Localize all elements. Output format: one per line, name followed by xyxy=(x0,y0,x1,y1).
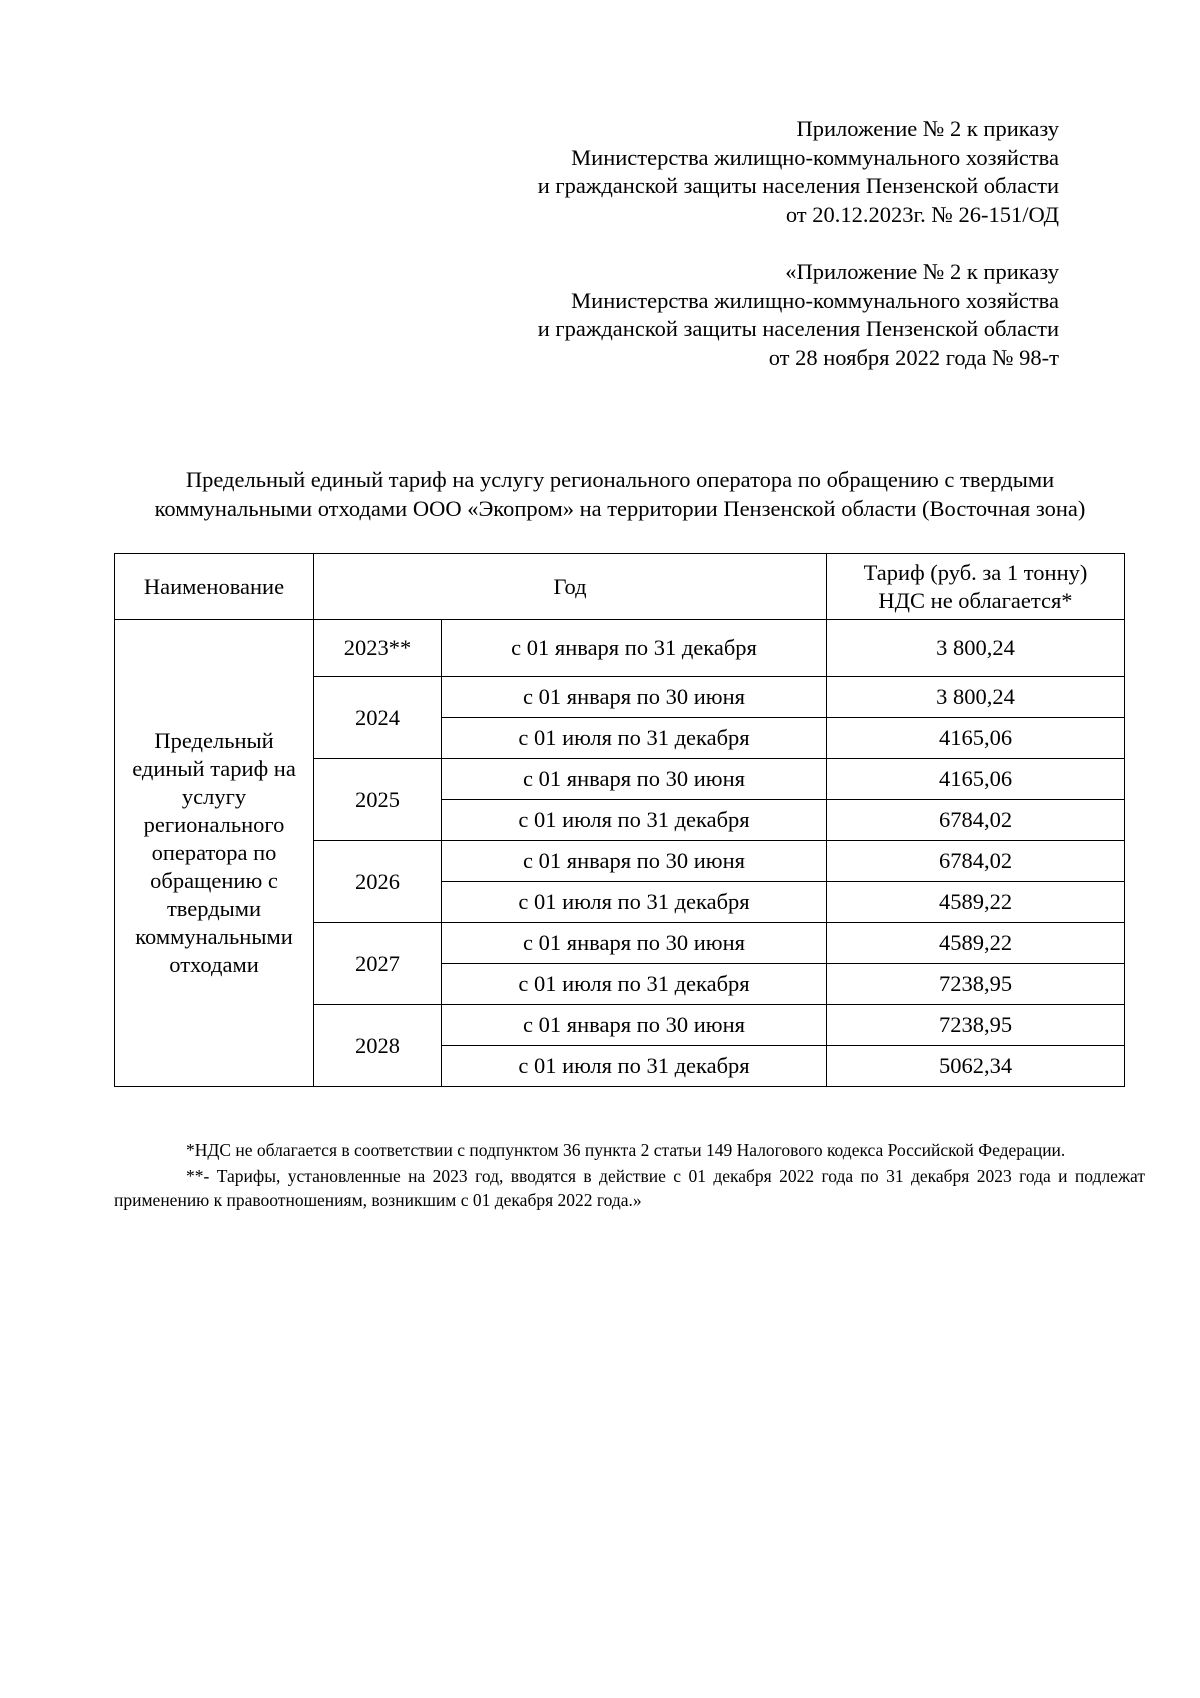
tariff-cell: 4165,06 xyxy=(827,759,1125,800)
year-cell: 2024 xyxy=(314,677,442,759)
tariff-cell: 4165,06 xyxy=(827,718,1125,759)
period-cell: с 01 января по 30 июня xyxy=(442,1005,827,1046)
period-cell: с 01 января по 31 декабря xyxy=(442,620,827,677)
period-cell: с 01 января по 30 июня xyxy=(442,759,827,800)
document-title xyxy=(110,465,1130,523)
tariff-header-line: НДС не облагается* xyxy=(878,587,1073,613)
period-cell: с 01 июля по 31 декабря xyxy=(442,800,827,841)
header-line: и гражданской защиты населения Пензенской области xyxy=(537,316,1059,341)
header-line: и гражданской защиты населения Пензенской области xyxy=(537,173,1059,198)
title-line: Предельный единый тариф на услугу регионального оператора по обращению с твердыми xyxy=(185,467,1055,492)
footnotes xyxy=(114,1138,1145,1214)
tariff-header-line: Тариф (руб. за 1 тонну) xyxy=(863,559,1088,585)
year-cell: 2026 xyxy=(314,841,442,923)
header-line: от 28 ноября 2022 года № 98-т xyxy=(768,344,1059,370)
year-cell: 2025 xyxy=(314,759,442,841)
period-cell: с 01 июля по 31 декабря xyxy=(442,882,827,923)
header-previous-order xyxy=(538,258,1059,372)
header-line: Министерства жилищно-коммунального хозяйства xyxy=(571,287,1059,313)
footnote-2023: **- Тарифы, установленные на 2023 год, вводятся в действие с 01 декабря 2022 года по 31 декабря 2023 года и подлежат применению к правоотношениям, возникшим с 01 декабря 2022 года.» xyxy=(114,1166,1145,1210)
column-header-name: Наименование xyxy=(115,554,314,620)
table-header-row xyxy=(115,554,1125,620)
header-current-order xyxy=(538,115,1059,229)
header-line: Министерства жилищно-коммунального хозяйства xyxy=(571,144,1059,170)
period-cell: с 01 июля по 31 декабря xyxy=(442,718,827,759)
tariff-cell: 7238,95 xyxy=(827,1005,1125,1046)
tariff-cell: 6784,02 xyxy=(827,841,1125,882)
footnote-vat: *НДС не облагается в соответствии с подпунктом 36 пункта 2 статьи 149 Налогового кодекса Российской Федерации. xyxy=(186,1140,1066,1160)
header-line: от 20.12.2023г. № 26-151/ОД xyxy=(785,201,1059,227)
period-cell: с 01 января по 30 июня xyxy=(442,841,827,882)
title-line: коммунальными отходами ООО «Экопром» на территории Пензенской области (Восточная зона) xyxy=(154,496,1086,521)
column-header-year: Год xyxy=(314,554,827,620)
tariff-table xyxy=(114,553,1125,1087)
tariff-cell: 3 800,24 xyxy=(827,677,1125,718)
tariff-cell: 3 800,24 xyxy=(827,620,1125,677)
tariff-cell: 6784,02 xyxy=(827,800,1125,841)
year-cell: 2023** xyxy=(314,620,442,677)
table-row xyxy=(115,620,1125,677)
tariff-name-cell: Предельный единый тариф на услугу регионального оператора по обращению с твердыми коммунальными отходами xyxy=(115,620,314,1087)
tariff-cell: 7238,95 xyxy=(827,964,1125,1005)
header-line: «Приложение № 2 к приказу xyxy=(785,259,1059,284)
period-cell: с 01 января по 30 июня xyxy=(442,923,827,964)
year-cell: 2028 xyxy=(314,1005,442,1087)
tariff-cell: 4589,22 xyxy=(827,882,1125,923)
period-cell: с 01 июля по 31 декабря xyxy=(442,1046,827,1087)
period-cell: с 01 июля по 31 декабря xyxy=(442,964,827,1005)
tariff-cell: 4589,22 xyxy=(827,923,1125,964)
header-line: Приложение № 2 к приказу xyxy=(796,116,1059,141)
tariff-cell: 5062,34 xyxy=(827,1046,1125,1087)
column-header-tariff xyxy=(827,554,1125,620)
year-cell: 2027 xyxy=(314,923,442,1005)
period-cell: с 01 января по 30 июня xyxy=(442,677,827,718)
